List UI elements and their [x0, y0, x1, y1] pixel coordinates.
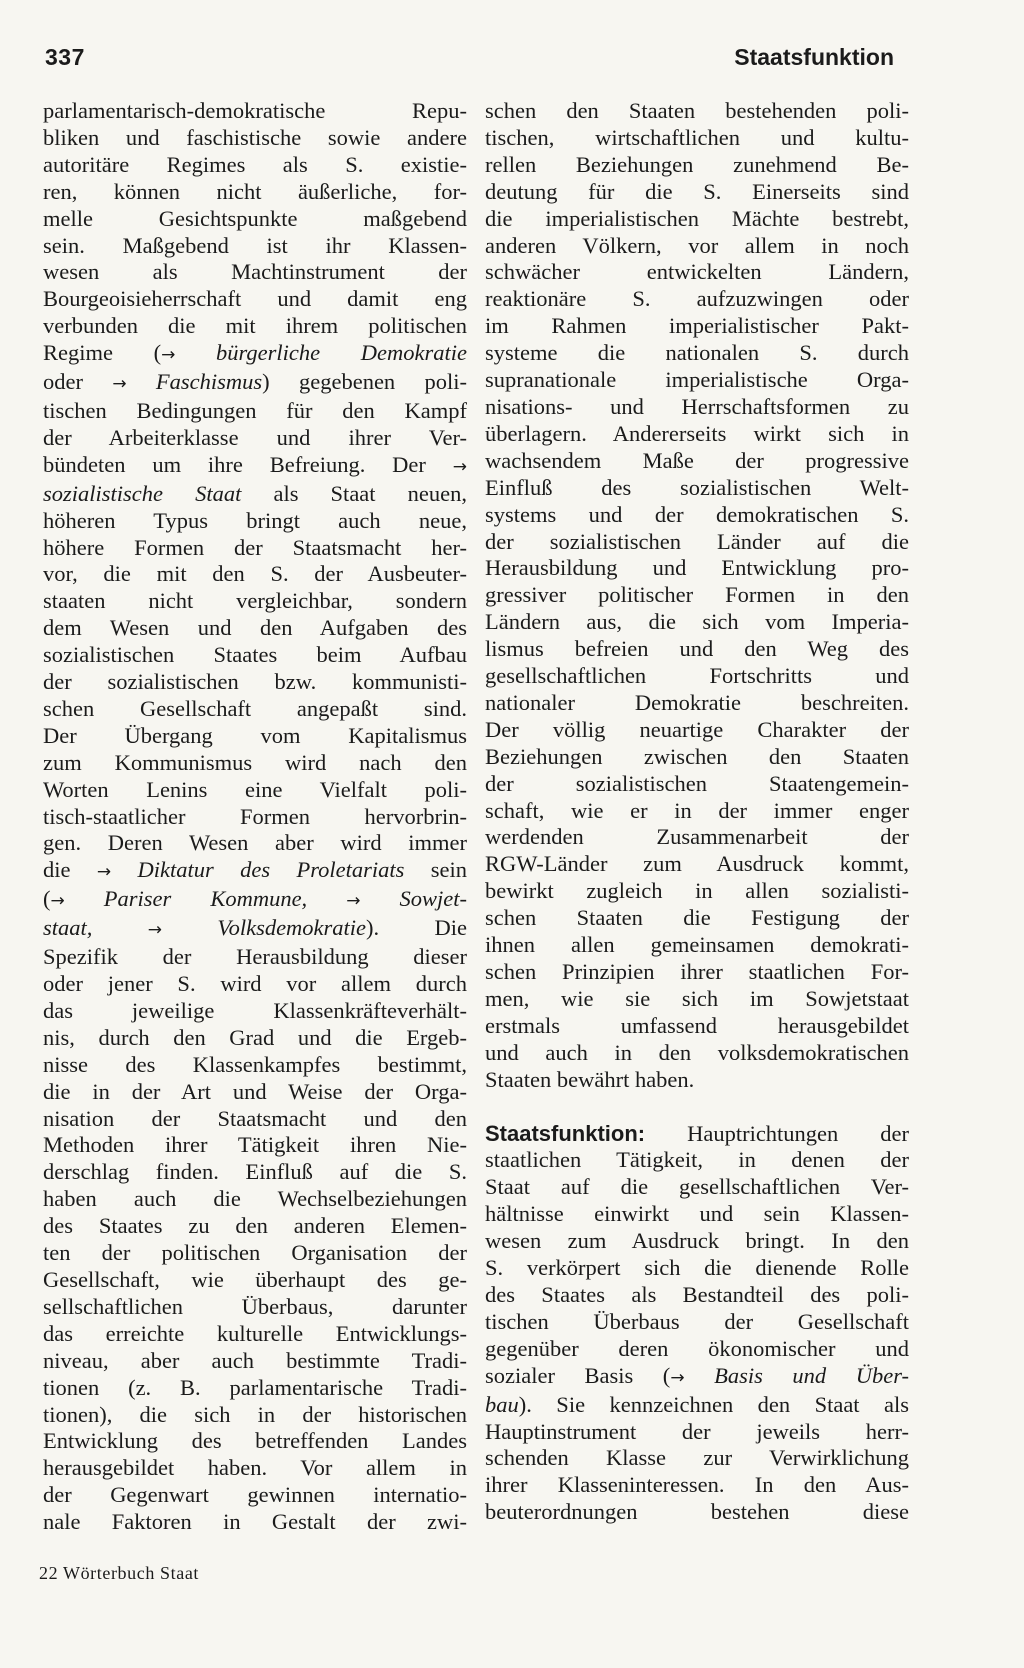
text-segment: gressiver politischer Formen in den	[485, 582, 909, 608]
text-segment: wachsendem Maße der progressive	[485, 447, 909, 473]
text-line	[43, 313, 467, 340]
text-segment: RGW-Länder zum Ausdruck kommt,	[485, 851, 909, 877]
text-line	[485, 475, 909, 502]
cross-reference-term: Faschismus	[155, 369, 263, 395]
text-segment: oder	[43, 369, 113, 395]
text-segment: Staaten bewährt haben.	[485, 1066, 695, 1092]
text-segment: tischen, wirtschaftlichen und kultu-	[485, 124, 909, 150]
text-segment: systems und der demokratischen S.	[485, 501, 909, 527]
text-line	[43, 804, 467, 831]
text-segment: der sozialistischen bzw. kommunisti-	[43, 669, 467, 695]
text-line	[43, 1455, 467, 1482]
text-segment: der sozialistischen Staatengemein-	[485, 770, 909, 796]
text-line	[43, 1079, 467, 1106]
text-segment: Methoden ihrer Tätigkeit ihren Nie-	[43, 1132, 467, 1158]
text-line	[485, 690, 909, 717]
text-line	[485, 1445, 909, 1472]
text-line	[43, 508, 467, 535]
text-segment: ren, können nicht äußerliche, for-	[43, 178, 467, 204]
text-segment: Einfluß des sozialistischen Welt-	[485, 474, 909, 500]
text-segment: schaft, wie er in der immer enger	[485, 797, 909, 823]
text-line	[485, 1228, 909, 1255]
text-line	[43, 1240, 467, 1267]
text-line	[485, 636, 909, 663]
text-segment: Hauptrichtungen der	[645, 1120, 909, 1146]
text-segment: wesen als Machtinstrument der	[43, 259, 467, 285]
text-segment: nisse des Klassenkampfes bestimmt,	[43, 1051, 467, 1077]
text-line	[43, 452, 467, 481]
cross-reference-arrow-icon: →	[147, 920, 162, 941]
text-line	[485, 1255, 909, 1282]
text-line	[485, 394, 909, 421]
text-segment: nale Faktoren in Gestalt der zwi-	[43, 1509, 467, 1535]
text-segment: des Staates als Bestandteil des poli-	[485, 1281, 909, 1307]
text-segment: rellen Beziehungen zunehmend Be-	[485, 151, 909, 177]
text-line	[485, 1013, 909, 1040]
text-line	[43, 1482, 467, 1509]
text-line	[43, 1321, 467, 1348]
text-segment: die	[43, 857, 97, 883]
entry-headword: Staatsfunktion:	[485, 1120, 646, 1146]
cross-reference-term: Basis und Über-	[714, 1362, 909, 1388]
text-segment: men, wie sie sich im Sowjetstaat	[485, 985, 909, 1011]
text-segment: gesellschaftlichen Fortschritts und	[485, 663, 909, 689]
text-segment: werdenden Zusammenarbeit der	[485, 824, 909, 850]
text-segment: deutung für die S. Einerseits sind	[485, 178, 909, 204]
cross-reference-term: Diktatur des Proletariats	[137, 857, 405, 883]
text-segment: ihnen allen gemeinsamen demokrati-	[485, 932, 909, 958]
text-line	[485, 986, 909, 1013]
text-line	[43, 340, 467, 369]
text-segment: verbunden die mit ihrem politischen	[43, 313, 467, 339]
text-line	[43, 971, 467, 998]
text-segment: höhere Formen der Staatsmacht her-	[43, 534, 467, 560]
text-line	[485, 98, 909, 125]
footer-signature: 22 Wörterbuch Staat	[39, 1563, 200, 1583]
text-segment: lismus befreien und den Weg des	[485, 636, 909, 662]
text-line	[43, 1348, 467, 1375]
text-segment: Ländern aus, die sich vom Imperia-	[485, 609, 909, 635]
text-line	[43, 398, 467, 425]
page-number: 337	[45, 44, 85, 70]
text-segment: ). Die	[366, 915, 467, 941]
text-segment: Entwicklung des betreffenden Landes	[43, 1428, 467, 1454]
text-segment: hältnisse einwirkt und sein Klassen-	[485, 1201, 909, 1227]
cross-reference-arrow-icon: →	[96, 862, 112, 883]
text-segment: sein	[404, 857, 467, 883]
text-line	[43, 179, 467, 206]
text-segment: der sozialistischen Länder auf die	[485, 528, 909, 554]
text-line	[485, 609, 909, 636]
text-segment: Bourgeoisieherrschaft und damit eng	[43, 286, 467, 312]
text-segment: zum Kommunismus wird nach den	[43, 749, 467, 775]
text-segment: herausgebildet haben. Vor allem in	[43, 1455, 467, 1481]
text-line	[485, 1147, 909, 1174]
text-segment: Spezifik der Herausbildung dieser	[43, 944, 467, 970]
text-line	[43, 152, 467, 179]
text-segment: beuterordnungen bestehen diese	[485, 1499, 909, 1525]
text-line	[43, 259, 467, 286]
cross-reference-term: Volksdemokratie	[217, 915, 367, 941]
text-line	[43, 535, 467, 562]
text-line	[485, 555, 909, 582]
text-segment: der Gegenwart gewinnen internatio-	[43, 1482, 467, 1508]
text-line	[43, 857, 467, 886]
text-line	[485, 1499, 909, 1526]
text-segment: bündeten um ihre Befreiung. Der	[43, 451, 453, 477]
text-segment: autoritäre Regimes als S. existie-	[43, 151, 467, 177]
text-line	[43, 98, 467, 125]
cross-reference-arrow-icon: →	[670, 1367, 685, 1388]
text-line	[43, 206, 467, 233]
text-segment: Der völlig neuartige Charakter der	[485, 716, 909, 742]
text-segment: ). Sie kennzeichnen den Staat als	[518, 1391, 909, 1417]
text-segment: nis, durch den Grad und die Ergeb-	[43, 1024, 467, 1050]
text-segment: staaten nicht vergleichbar, sondern	[43, 588, 467, 614]
text-line	[485, 367, 909, 394]
text-line	[43, 481, 467, 508]
cross-reference-arrow-icon: →	[346, 891, 361, 912]
text-segment: und auch in den volksdemokratischen	[485, 1039, 909, 1065]
text-segment: Hauptinstrument der jeweils herr-	[485, 1418, 909, 1444]
text-line	[485, 824, 909, 851]
text-segment: tischen Überbaus der Gesellschaft	[485, 1308, 909, 1334]
text-line	[43, 588, 467, 615]
cross-reference-arrow-icon: →	[452, 456, 467, 477]
text-segment: haben auch die Wechselbeziehungen	[43, 1186, 467, 1212]
text-segment: nisation der Staatsmacht und den	[43, 1105, 467, 1131]
text-line	[43, 669, 467, 696]
text-segment: nisations- und Herrschaftsformen zu	[485, 393, 909, 419]
text-line	[485, 959, 909, 986]
text-line	[485, 286, 909, 313]
text-line	[485, 1392, 909, 1419]
text-line	[485, 744, 909, 771]
text-segment: niveau, aber auch bestimmte Tradi-	[43, 1347, 467, 1373]
text-line	[485, 851, 909, 878]
text-line	[485, 1174, 909, 1201]
text-segment: S. verkörpert sich die dienende Rolle	[485, 1255, 909, 1281]
text-line	[485, 1067, 909, 1094]
text-line	[43, 750, 467, 777]
text-segment: als Staat neuen,	[241, 480, 467, 506]
text-segment: des Staates zu den anderen Elemen-	[43, 1213, 467, 1239]
text-line	[43, 1132, 467, 1159]
text-segment: die in der Art und Weise der Orga-	[43, 1078, 467, 1104]
text-segment: vor, die mit den S. der Ausbeuter-	[43, 561, 467, 587]
text-line	[43, 1294, 467, 1321]
text-line	[43, 1186, 467, 1213]
text-segment: oder jener S. wird vor allem durch	[43, 971, 467, 996]
text-line	[43, 886, 467, 915]
text-line	[485, 663, 909, 690]
text-line	[43, 233, 467, 260]
text-line	[43, 696, 467, 723]
text-line	[485, 125, 909, 152]
text-segment: das erreichte kulturelle Entwicklungs-	[43, 1320, 467, 1346]
text-line	[485, 1121, 909, 1148]
text-line	[485, 1336, 909, 1363]
text-line	[485, 905, 909, 932]
text-line	[43, 1025, 467, 1052]
text-line	[43, 286, 467, 313]
text-segment: schen Staaten die Festigung der	[485, 905, 909, 931]
text-line	[43, 1375, 467, 1402]
text-line	[43, 1106, 467, 1133]
text-line	[485, 878, 909, 905]
text-segment: schenden Klasse zur Verwirklichung	[485, 1445, 909, 1471]
text-segment: derschlag finden. Einfluß auf die S.	[43, 1159, 467, 1185]
text-line	[485, 259, 909, 286]
running-head: Staatsfunktion	[734, 44, 894, 70]
text-segment: schwächer entwickelten Ländern,	[485, 259, 909, 285]
text-segment: (	[43, 886, 51, 912]
text-segment: ihrer Klasseninteressen. In den Aus-	[485, 1472, 909, 1498]
text-line	[43, 1402, 467, 1429]
italic-term: sozialistische Staat	[43, 480, 242, 506]
text-column-left	[43, 98, 467, 1536]
text-segment: systeme die nationalen S. durch	[485, 340, 909, 366]
text-line	[43, 369, 467, 398]
text-segment: Beziehungen zwischen den Staaten	[485, 743, 909, 769]
text-line	[43, 915, 467, 944]
text-segment: staatlichen Tätigkeit, in denen der	[485, 1147, 909, 1173]
text-line	[43, 777, 467, 804]
text-line	[43, 615, 467, 642]
text-segment: gegenüber deren ökonomischer und	[485, 1335, 909, 1361]
text-line	[485, 529, 909, 556]
text-segment: erstmals umfassend herausgebildet	[485, 1012, 909, 1038]
text-line	[485, 1040, 909, 1067]
text-segment: schen Gesellschaft angepaßt sind.	[43, 695, 467, 721]
text-segment: wesen zum Ausdruck bringt. In den	[485, 1228, 909, 1254]
text-line	[485, 313, 909, 340]
text-segment: Regime (	[43, 340, 162, 366]
text-line	[43, 1428, 467, 1455]
text-line	[485, 152, 909, 179]
text-segment: überlagern. Andererseits wirkt sich in	[485, 420, 909, 446]
text-column-right	[485, 98, 909, 1526]
text-line	[485, 502, 909, 529]
paragraph-gap	[485, 1094, 909, 1121]
text-line	[43, 561, 467, 588]
text-line	[43, 830, 467, 857]
text-segment: ten der politischen Organisation der	[43, 1240, 467, 1266]
text-segment: die imperialistischen Mächte bestrebt,	[485, 205, 909, 231]
text-segment: melle Gesichtspunkte maßgebend	[43, 205, 467, 231]
cross-reference-arrow-icon: →	[161, 345, 176, 366]
text-segment: Gesellschaft, wie überhaupt des ge-	[43, 1266, 467, 1292]
text-segment: sozialer Basis (	[485, 1362, 671, 1388]
cross-reference-arrow-icon: →	[50, 891, 65, 912]
text-segment: bliken und faschistische sowie andere	[43, 124, 467, 150]
text-segment: Herausbildung und Entwicklung pro-	[485, 555, 909, 581]
text-segment: parlamentarisch-demokratische Repu-	[43, 98, 467, 123]
text-line	[485, 1472, 909, 1499]
text-segment: gen. Deren Wesen aber wird immer	[43, 830, 467, 856]
text-segment: schen Prinzipien ihrer staatlichen For-	[485, 959, 909, 984]
text-line	[485, 179, 909, 206]
text-segment: Staat auf die gesellschaftlichen Ver-	[485, 1174, 909, 1200]
text-segment: tisch-staatlicher Formen hervorbrin-	[43, 803, 467, 829]
text-line	[485, 206, 909, 233]
cross-reference-term: Sowjet-	[399, 886, 467, 912]
text-segment: im Rahmen imperialistischer Pakt-	[485, 313, 909, 339]
text-segment: der Arbeiterklasse und ihrer Ver-	[43, 424, 467, 450]
text-segment: Worten Lenins eine Vielfalt poli-	[43, 776, 467, 802]
text-line	[485, 448, 909, 475]
text-segment: anderen Völkern, vor allem in noch	[485, 232, 909, 258]
text-line	[43, 1052, 467, 1079]
text-line	[43, 642, 467, 669]
text-segment: schen den Staaten bestehenden poli-	[485, 98, 909, 123]
text-line	[43, 425, 467, 452]
text-segment: tionen (z. B. parlamentarische Tradi-	[43, 1374, 467, 1400]
text-segment: das jeweilige Klassenkräfteverhält-	[43, 997, 467, 1023]
text-segment: tischen Bedingungen für den Kampf	[43, 397, 467, 423]
text-segment: ) gegebenen poli-	[262, 369, 468, 395]
text-segment: Der Übergang vom Kapitalismus	[43, 722, 467, 748]
italic-term: staat,	[43, 915, 93, 941]
text-line	[43, 1267, 467, 1294]
text-segment: nationaler Demokratie beschreiten.	[485, 689, 909, 715]
cross-reference-term: bürgerliche Demokratie	[216, 340, 468, 366]
text-line	[485, 1309, 909, 1336]
text-line	[43, 944, 467, 971]
text-segment: höheren Typus bringt auch neue,	[43, 507, 467, 533]
text-line	[485, 1363, 909, 1392]
text-segment: bewirkt zugleich in allen sozialisti-	[485, 878, 909, 904]
text-line	[43, 125, 467, 152]
text-segment: sein. Maßgebend ist ihr Klassen-	[43, 232, 467, 258]
text-line	[485, 233, 909, 260]
text-line	[43, 723, 467, 750]
cross-reference-term: Pariser Kommune,	[103, 886, 308, 912]
text-line	[43, 1213, 467, 1240]
text-line	[485, 717, 909, 744]
italic-term: bau	[485, 1391, 519, 1417]
text-segment: sellschaftlichen Überbaus, darunter	[43, 1293, 467, 1319]
text-segment: supranationale imperialistische Orga-	[485, 367, 909, 393]
text-line	[485, 1419, 909, 1446]
text-segment: dem Wesen und den Aufgaben des	[43, 615, 467, 641]
text-segment: tionen), die sich in der historischen	[43, 1401, 467, 1427]
text-line	[485, 932, 909, 959]
text-line	[43, 1509, 467, 1536]
text-line	[485, 582, 909, 609]
text-line	[485, 771, 909, 798]
cross-reference-arrow-icon: →	[112, 374, 127, 395]
text-line	[485, 340, 909, 367]
text-line	[43, 1159, 467, 1186]
text-line	[43, 998, 467, 1025]
text-segment: reaktionäre S. aufzuzwingen oder	[485, 286, 909, 312]
text-segment: sozialistischen Staates beim Aufbau	[43, 642, 467, 668]
text-line	[485, 1201, 909, 1228]
text-line	[485, 421, 909, 448]
text-line	[485, 1282, 909, 1309]
text-line	[485, 798, 909, 825]
